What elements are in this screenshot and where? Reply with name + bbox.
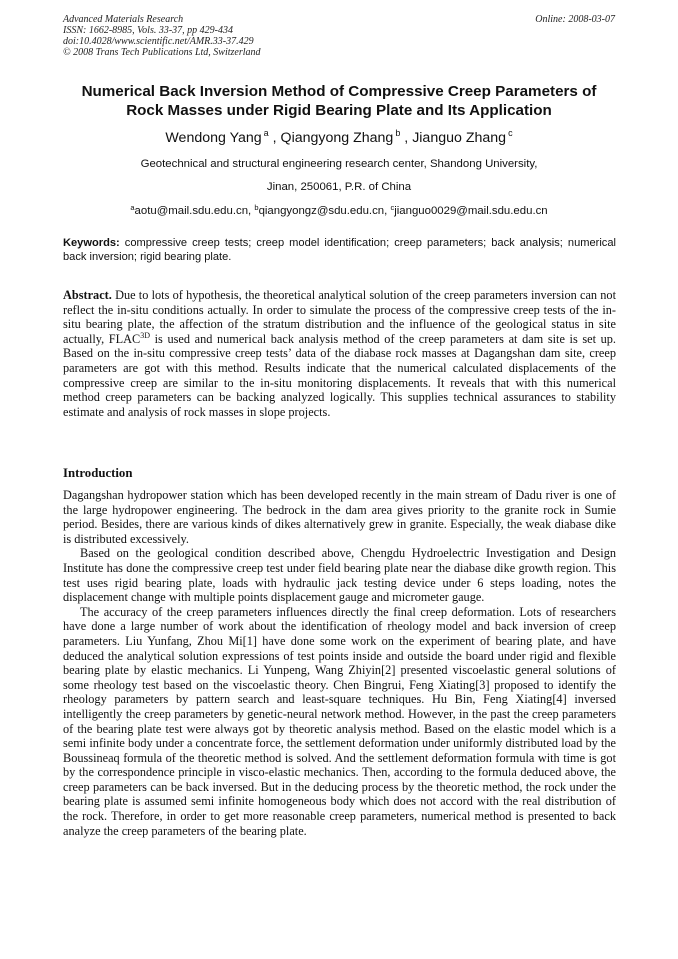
affiliation-line-1: Geotechnical and structural engineering research center, Shandong University,	[140, 158, 538, 170]
author-list	[40, 128, 638, 146]
author-name: Qiangyong Zhang	[280, 130, 394, 146]
author-name: Jianguo Zhang	[412, 130, 507, 146]
email-address[interactable]: qiangyongz@sdu.edu.cn,	[258, 205, 388, 217]
abstract-text-part-2: is used and numerical back analysis method of the creep parameters at dam site is set up. Based on the in-situ compressive creep tests’ data of the diabase rock masses at Dagangshan dam site, creep parameters are got with this method. Results indicate that the numerical calculated displacements of the compressive creep are similar to the in-situ monitoring displacements. It reveals that with this numerical method creep parameters can be backing analyzed logically. This supplies technical assurances to stability estimate and analysis of rock masses in slope projects.	[63, 331, 617, 419]
author-name: Wendong Yang	[165, 130, 262, 146]
author-separator: ,	[400, 130, 409, 146]
introduction-paragraph: The accuracy of the creep parameters influences directly the final creep deformation. Lots of researchers have done a large number of work about the identification of rheology model and back inversion of creep parameters. Liu Yunfang, Zhou Mi[1] have done some work on the experiment of bearing plate, and have deduced the analytical solution expressions of test points inside and outside the board under rigid and flexible bearing plate by elastic mechanics. Li Yunpeng, Wang Zhiyin[2] presented viscoelastic general solutions of some rheology test based on the viscoelastic theory. Chen Bingrui, Feng Xiating[3] proposed to identify the rheology parameters by pattern search and least-square techniques. Hu Bin, Feng Xiating[4] inversed intelligently the creep parameters by genetic-neural network method. However, in the past the creep parameters of the bearing plate test were always got by theoretic analysis method. Based on the elastic model which is a semi infinite body under a concentrate force, the settlement deformation under uniformly distributed load by the Boussineaq formula of the theoretic method is solved. And the settlement deformation formula with time is got by the correspondence principle in visco-elastic mechanics. Then, according to the formula deduced above, the creep parameters can be back inversed. But in the deducing process by the theoretic method, the rock under the bearing plate is assumed semi infinite homogeneous body which does not accord with the real distribution of the rock. Therefore, in order to get more reasonable creep parameters, numerical method is presented to back analyze the creep parameters of the bearing plate.	[63, 604, 616, 838]
affiliation-line-2: Jinan, 250061, P.R. of China	[266, 181, 412, 193]
journal-header	[63, 14, 615, 58]
email-address[interactable]: jianguo0029@mail.sdu.edu.cn	[394, 205, 548, 217]
email-mark: a	[130, 203, 135, 212]
journal-name: Advanced Materials Research	[63, 14, 184, 25]
author-mark: c	[508, 128, 513, 138]
keywords-text: compressive creep tests; creep model identification; creep parameters; back analysis; numerical back inversion; rigid bearing plate.	[63, 237, 616, 263]
abstract-label: Abstract.	[63, 288, 112, 302]
online-date: Online: 2008-03-07	[535, 14, 615, 25]
abstract-text-part-1: Due to lots of hypothesis, the theoretical analytical solution of the creep parameters inversion can not reflect the in-situ conditions actually. In order to simulate the process of the compressive creep tests of the in-situ bearing plate, the affection of the stratum distribution and the influence of the geological status in site actually, FLAC	[63, 288, 616, 346]
keywords-label: Keywords:	[63, 237, 120, 249]
journal-copyright: © 2008 Trans Tech Publications Ltd, Switzerland	[63, 47, 261, 58]
abstract-block	[63, 288, 616, 419]
keywords-block	[63, 236, 616, 264]
email-mark: b	[254, 203, 259, 212]
journal-doi: doi:10.4028/www.scientific.net/AMR.33-37.429	[63, 36, 254, 47]
introduction-heading: Introduction	[63, 466, 133, 480]
journal-issn: ISSN: 1662-8985, Vols. 33-37, pp 429-434	[63, 25, 233, 36]
email-address[interactable]: aotu@mail.sdu.edu.cn,	[134, 205, 252, 217]
introduction-body	[63, 488, 616, 838]
email-list	[40, 203, 638, 217]
paper-title	[40, 82, 638, 120]
title-line-2: Rock Masses under Rigid Bearing Plate and Its Application	[126, 102, 552, 119]
email-mark: c	[390, 203, 395, 212]
author-separator: ,	[268, 130, 277, 146]
abstract-superscript: 3D	[140, 330, 151, 340]
introduction-paragraph: Dagangshan hydropower station which has been developed recently in the main stream of Dadu river is one of the large hydropower engineering. The bedrock in the dam area gives priority to the granite rock in Sumie period. Besides, there are various kinds of dikes alternatively grew in granite. Especially, the weak diabase dike is distributed excessively.	[63, 488, 616, 546]
title-line-1: Numerical Back Inversion Method of Compressive Creep Parameters of	[81, 83, 597, 100]
author-mark: a	[263, 128, 269, 138]
author-mark: b	[395, 128, 401, 138]
introduction-paragraph: Based on the geological condition described above, Chengdu Hydroelectric Investigation and Design Institute has done the compressive creep test under field bearing plate near the diabase dike growth region. This test uses rigid bearing plate, loads with hydraulic jack testing device under 6 steps loading, notes the displacement change with multiple points displacement gauge and micrometer gauge.	[63, 546, 616, 605]
